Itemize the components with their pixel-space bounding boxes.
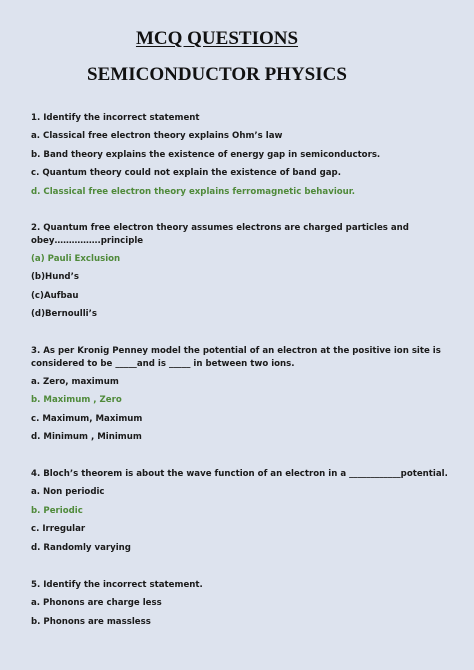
question-4-option-c: c. Irregular	[31, 524, 86, 534]
question-4-stem: 4. Bloch’s theorem is about the wave function of an electron in a ____________potential.	[31, 469, 448, 479]
question-1-option-c: c. Quantum theory could not explain the existence of band gap.	[31, 168, 341, 178]
question-3-option-a: a. Zero, maximum	[31, 377, 119, 387]
question-2-stem-line-1: 2. Quantum free electron theory assumes electrons are charged particles and	[31, 223, 409, 233]
question-4-option-b-answer: b. Periodic	[31, 506, 83, 516]
question-4-option-d: d. Randomly varying	[31, 543, 131, 553]
question-5-stem: 5. Identify the incorrect statement.	[31, 580, 203, 590]
question-1-option-a: a. Classical free electron theory explains Ohm’s law	[31, 131, 283, 141]
question-3-stem-line-2: considered to be _____and is _____ in between two ions.	[31, 359, 295, 369]
page-title: MCQ QUESTIONS	[135, 28, 299, 49]
question-2-option-d: (d)Bernoulli’s	[31, 309, 97, 319]
page-subtitle: SEMICONDUCTOR PHYSICS	[87, 64, 347, 85]
question-3-option-c: c. Maximum, Maximum	[31, 414, 143, 424]
question-2-option-b: (b)Hund’s	[31, 272, 79, 282]
question-1-stem: 1. Identify the incorrect statement	[31, 113, 200, 123]
question-3-option-d: d. Minimum , Minimum	[31, 432, 142, 442]
question-2-stem-line-2: obey…………….principle	[31, 236, 144, 246]
question-5-option-b: b. Phonons are massless	[31, 617, 151, 627]
question-1-option-d-answer: d. Classical free electron theory explains ferromagnetic behaviour.	[31, 187, 356, 197]
question-3-stem-line-1: 3. As per Kronig Penney model the potential of an electron at the positive ion site is	[31, 346, 441, 356]
question-5-option-a: a. Phonons are charge less	[31, 598, 162, 608]
question-3-option-b-answer: b. Maximum , Zero	[31, 395, 122, 405]
question-2-option-c: (c)Aufbau	[31, 291, 79, 301]
question-2-option-a-answer: (a) Pauli Exclusion	[31, 254, 121, 264]
question-1-option-b: b. Band theory explains the existence of energy gap in semiconductors.	[31, 150, 381, 160]
question-4-option-a: a. Non periodic	[31, 487, 105, 497]
